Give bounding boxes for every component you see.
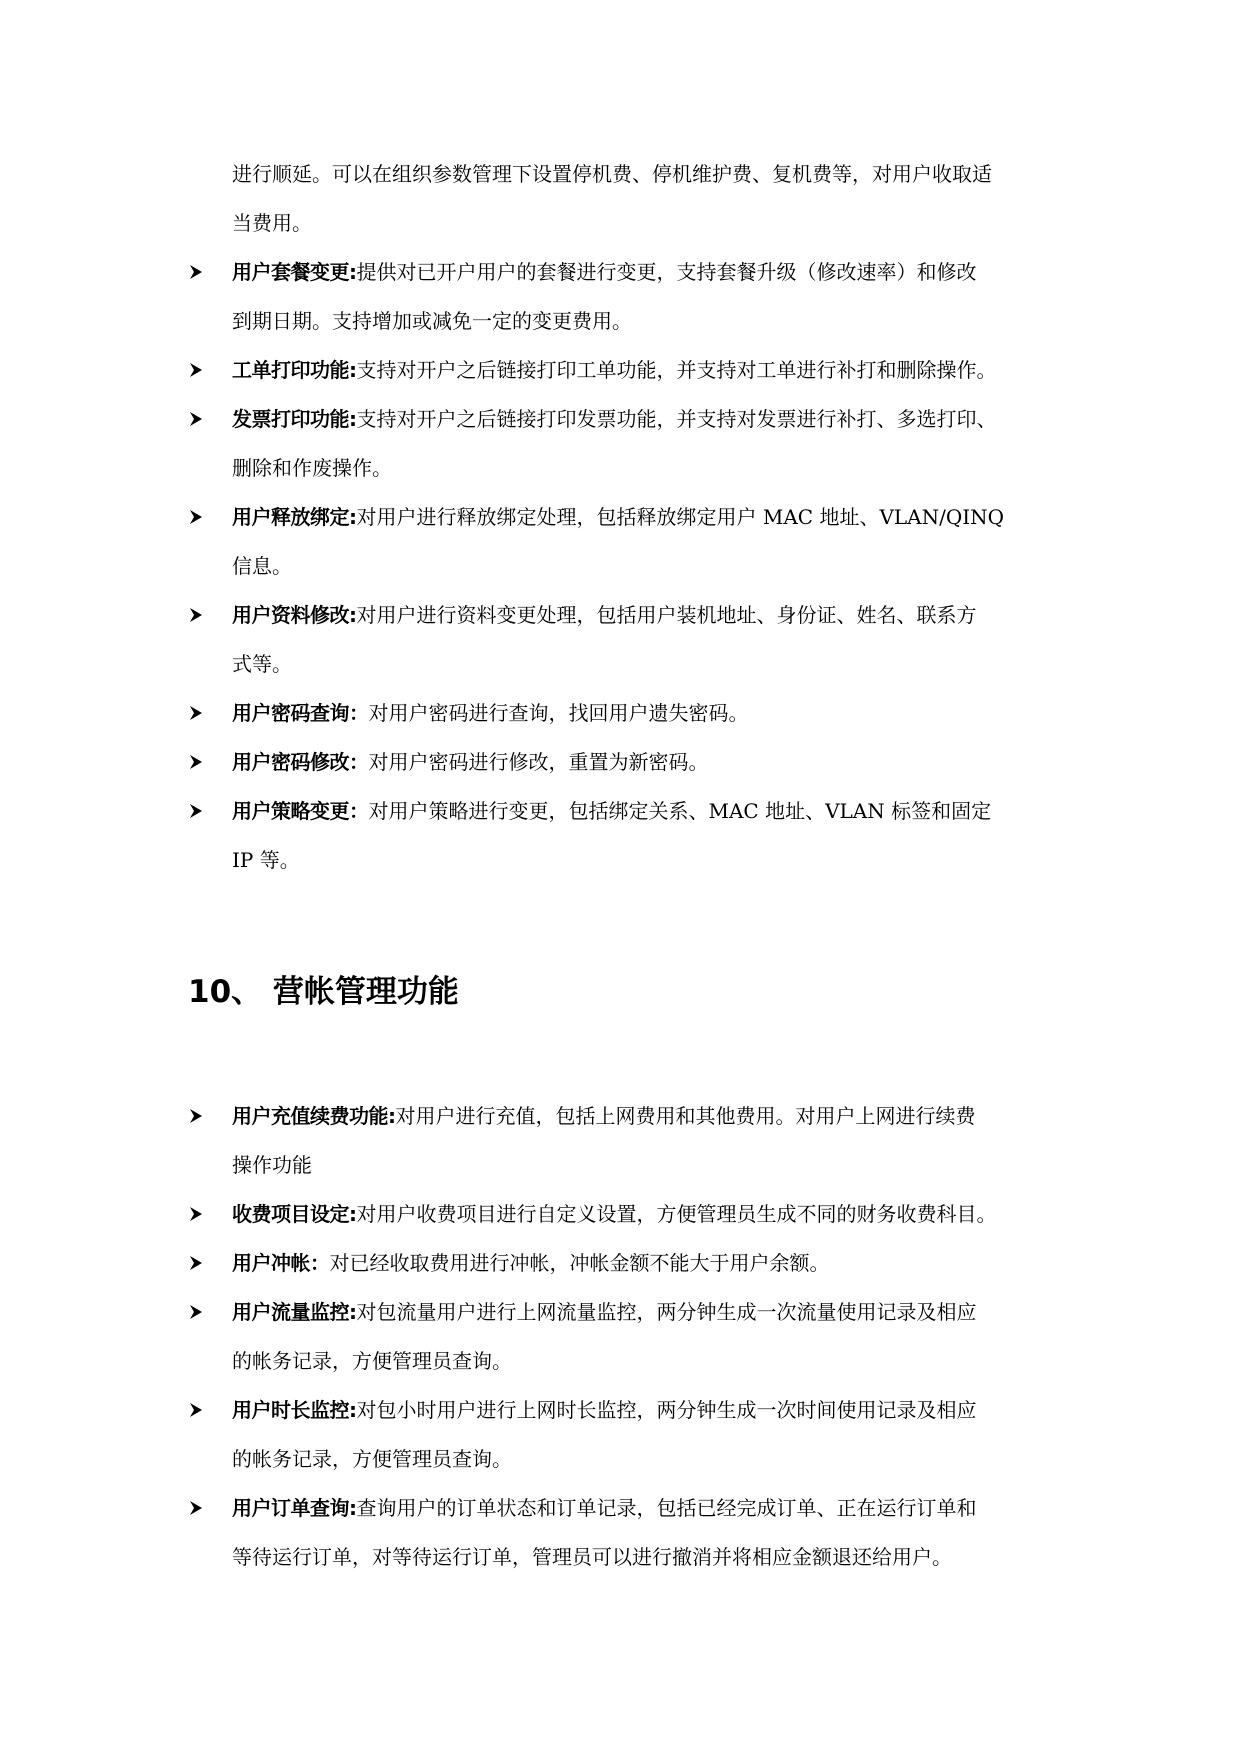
item-term: 工单打印功能:	[232, 358, 357, 382]
item-term: 用户密码查询：	[232, 701, 369, 725]
item-term: 用户流量监控:	[232, 1300, 357, 1324]
item-text: 对包流量用户进行上网流量监控，两分钟生成一次流量使用记录及相应	[356, 1300, 977, 1324]
item-text: 对用户密码进行查询，找回用户遗失密码。	[368, 701, 749, 725]
item-text-continued: 的帐务记录，方便管理员查询。	[232, 1447, 512, 1471]
arrow-bullet-icon	[188, 505, 208, 529]
item-text-continued: 操作功能	[232, 1153, 312, 1177]
arrow-bullet-icon	[188, 603, 208, 627]
arrow-bullet-icon	[188, 799, 208, 823]
item-text: 对用户进行充值，包括上网费用和其他费用。对用户上网进行续费	[395, 1104, 976, 1128]
item-term: 用户释放绑定:	[232, 505, 357, 529]
arrow-bullet-icon	[188, 407, 208, 431]
item-term: 用户策略变更：	[232, 799, 369, 823]
item-text-continued: IP 等。	[232, 848, 300, 872]
item-text: 对已经收取费用进行冲帐，冲帐金额不能大于用户余额。	[329, 1251, 830, 1275]
item-text: 支持对开户之后链接打印发票功能，并支持对发票进行补打、多选打印、	[356, 407, 997, 431]
arrow-bullet-icon	[188, 1104, 208, 1128]
item-text: 对用户策略进行变更，包括绑定关系、MAC 地址、VLAN 标签和固定	[368, 799, 992, 823]
arrow-bullet-icon	[188, 1251, 208, 1275]
item-text: 对用户收费项目进行自定义设置，方便管理员生成不同的财务收费科目。	[356, 1202, 997, 1226]
arrow-bullet-icon	[188, 358, 208, 382]
item-term: 发票打印功能:	[232, 407, 357, 431]
arrow-bullet-icon	[188, 701, 208, 725]
item-term: 用户资料修改:	[232, 603, 357, 627]
item-text-continued: 到期日期。支持增加或减免一定的变更费用。	[232, 309, 632, 333]
item-term: 用户密码修改：	[232, 750, 369, 774]
arrow-bullet-icon	[188, 1202, 208, 1226]
item-text: 对用户进行释放绑定处理，包括释放绑定用户 MAC 地址、VLAN/QINQ	[356, 505, 1005, 529]
item-term: 用户冲帐：	[232, 1251, 330, 1275]
arrow-bullet-icon	[188, 1398, 208, 1422]
item-text: 对用户密码进行修改，重置为新密码。	[368, 750, 709, 774]
item-text: 对包小时用户进行上网时长监控，两分钟生成一次时间使用记录及相应	[356, 1398, 977, 1422]
item-term: 用户订单查询:	[232, 1496, 357, 1520]
continuation-line-2: 当费用。	[232, 211, 312, 235]
arrow-bullet-icon	[188, 260, 208, 284]
item-text: 支持对开户之后链接打印工单功能，并支持对工单进行补打和删除操作。	[356, 358, 997, 382]
item-term: 用户充值续费功能:	[232, 1104, 396, 1128]
arrow-bullet-icon	[188, 1300, 208, 1324]
section-heading: 10、 营帐管理功能	[188, 974, 459, 1010]
item-text-continued: 等待运行订单，对等待运行订单，管理员可以进行撤消并将相应金额退还给用户。	[232, 1545, 952, 1569]
item-text-continued: 的帐务记录，方便管理员查询。	[232, 1349, 512, 1373]
continuation-line-1: 进行顺延。可以在组织参数管理下设置停机费、停机维护费、复机费等，对用户收取适	[232, 162, 992, 186]
arrow-bullet-icon	[188, 750, 208, 774]
item-term: 用户时长监控:	[232, 1398, 357, 1422]
item-text: 查询用户的订单状态和订单记录，包括已经完成订单、正在运行订单和	[356, 1496, 977, 1520]
arrow-bullet-icon	[188, 1496, 208, 1520]
item-text: 对用户进行资料变更处理，包括用户装机地址、身份证、姓名、联系方	[356, 603, 977, 627]
item-text: 提供对已开户用户的套餐进行变更，支持套餐升级（修改速率）和修改	[356, 260, 977, 284]
item-text-continued: 式等。	[232, 652, 292, 676]
item-text-continued: 删除和作废操作。	[232, 456, 392, 480]
item-term: 用户套餐变更:	[232, 260, 357, 284]
item-term: 收费项目设定:	[232, 1202, 357, 1226]
item-text-continued: 信息。	[232, 554, 292, 578]
